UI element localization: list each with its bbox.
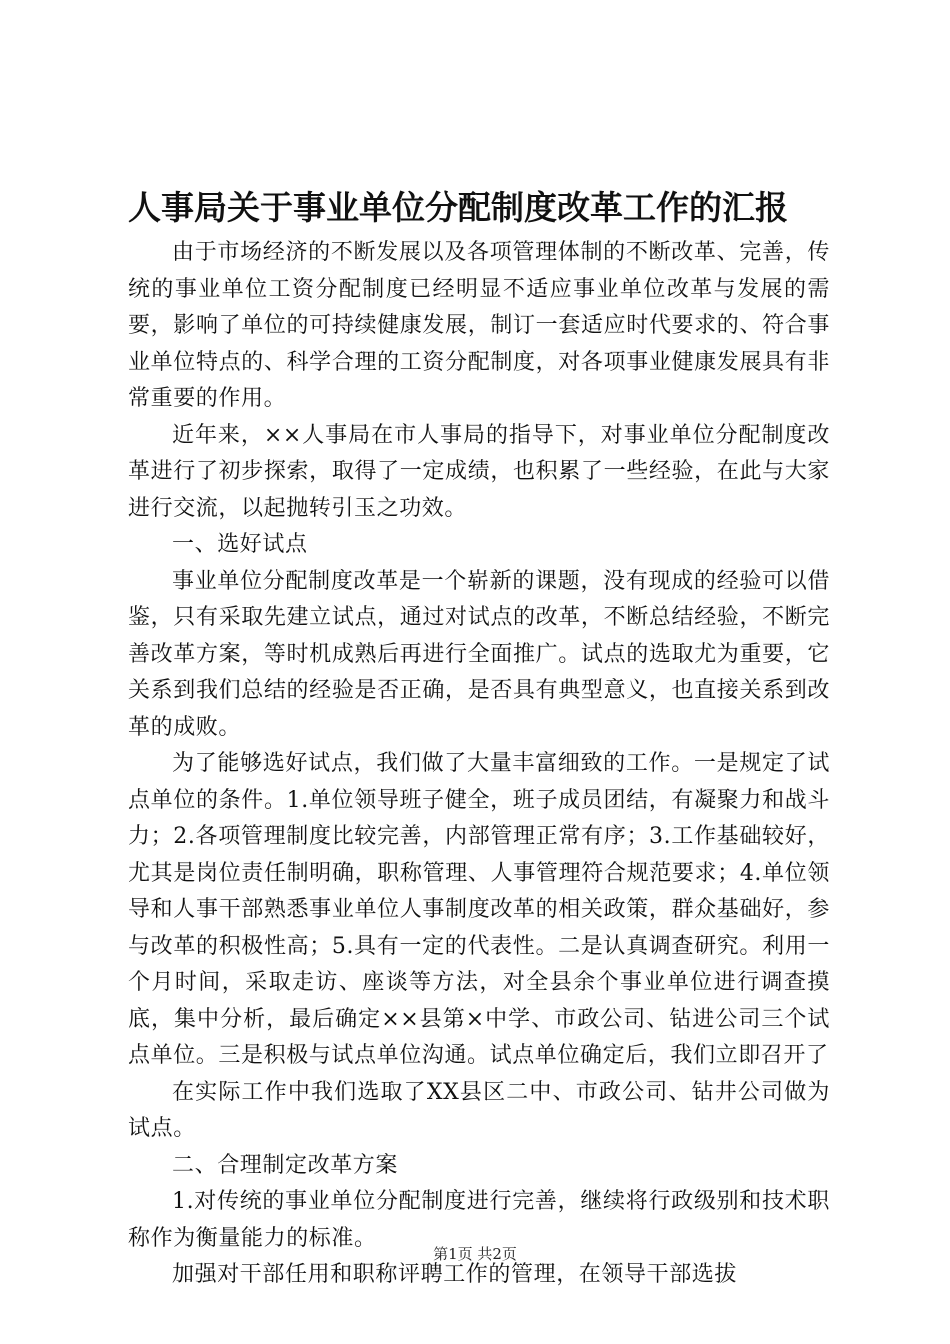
paragraph-pilot-units: 在实际工作中我们选取了XX县区二中、市政公司、钻井公司做为试点。 (128, 1079, 830, 1141)
paragraph-pilot-selection: 为了能够选好试点，我们做了大量丰富细致的工作。一是规定了试点单位的条件。1.单位领导班子健全，班子成员团结，有凝聚力和战斗力；2.各项管理制度比较完善，内部管理正常有序；3.工作基础较好，尤其是岗位责任制明确，职称管理、人事管理符合规范要求；4.单位领导和人事干部熟悉事业单位人事制度改革的相关政策，群众基础好，参与改革的积极性高；5.具有一定的代表性。二是认真调查研究。利用一个月时间，采取走访、座谈等方法，对全县余个事业单位进行调查摸底，集中分析，最后确定××县第×中学、市政公司、钻进公司三个试点单位。三是积极与试点单位沟通。试点单位确定后，我们立即召开了 (128, 751, 830, 1068)
section-heading-1: 一、选好试点 (172, 532, 308, 557)
document-title: 人事局关于事业单位分配制度改革工作的汇报 (128, 188, 788, 227)
paragraph-plan-item-1: 1.对传统的事业单位分配制度进行完善，继续将行政级别和技术职称作为衡量能力的标准。 (128, 1189, 830, 1251)
document-body (128, 235, 830, 1294)
paragraph-overview: 近年来，××人事局在市人事局的指导下，对事业单位分配制度改革进行了初步探索，取得了一定成绩，也积累了一些经验，在此与大家进行交流，以起抛转引玉之功效。 (128, 422, 830, 521)
paragraph-intro: 由于市场经济的不断发展以及各项管理体制的不断改革、完善，传统的事业单位工资分配制度已经明显不适应事业单位改革与发展的需要，影响了单位的可持续健康发展，制订一套适应时代要求的、符合事业单位特点的、科学合理的工资分配制度，对各项事业健康发展具有非常重要的作用。 (128, 240, 830, 411)
page-footer: 第1页 共2页 (433, 1245, 517, 1263)
section-heading-2: 二、合理制定改革方案 (172, 1152, 399, 1178)
paragraph-cadre-management: 加强对干部任用和职称评聘工作的管理，在领导干部选拔 (172, 1262, 738, 1287)
paragraph-pilot-importance: 事业单位分配制度改革是一个崭新的课题，没有现成的经验可以借鉴，只有采取先建立试点，通过对试点的改革，不断总结经验，不断完善改革方案，等时机成熟后再进行全面推广。试点的选取尤为重要，它关系到我们总结的经验是否正确，是否具有典型意义，也直接关系到改革的成败。 (128, 568, 830, 740)
